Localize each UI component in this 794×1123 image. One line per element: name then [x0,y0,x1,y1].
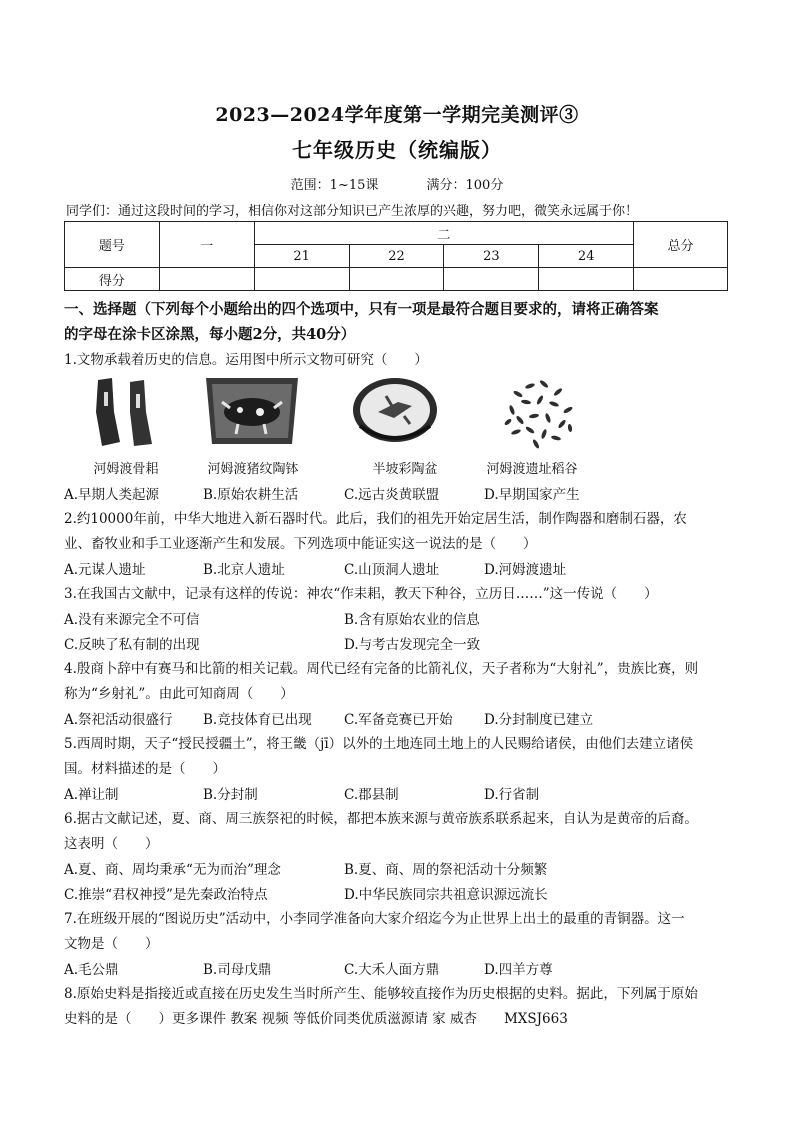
question-text: 6.据古文献记述，夏、商、周三族祭祀的时候，都把本族来源与黄帝族系联系起来，自认为是黄帝的后裔。 [64,811,698,827]
question-text: 业、畜牧业和手工业逐渐产生和发展。下列选项中能证实这一说法的是（ ） [64,536,537,552]
rice-grains-image [500,372,580,456]
score-cell[interactable] [539,268,634,291]
question-2-options [64,558,734,582]
option-b[interactable]: B.北京人遗址 [203,562,285,578]
score-table-part2: 二 [254,222,633,245]
question-3 [64,582,734,607]
image-caption: 河姆渡猪纹陶钵 [207,462,299,477]
option-d[interactable]: D.早期国家产生 [484,487,580,503]
question-text: 称为“乡射礼”。由此可知商周（ ） [64,686,294,702]
question-6 [64,807,734,857]
question-text: 史料的是（ ）更多课件 教案 视频 等低价同类优质滋源请 家 威杏 MXSJ663 [64,1011,568,1027]
question-7-options [64,958,734,982]
question-text: 4.殷商卜辞中有赛马和比箭的相关记载。周代已经有完备的比箭礼仪，天子者称为“大射礼”，贵族比赛，则 [64,661,699,677]
question-text: 7.在班级开展的“图说历史”活动中，小李同学准备向大家介绍迄今为止世界上出土的最重的青铜器。这一 [64,911,685,927]
score-table [64,221,728,291]
score-table-sub: 23 [444,245,539,268]
bone-spade-image [90,372,160,456]
option-b[interactable]: B.司母戊鼎 [203,962,272,978]
option-d[interactable]: D.分封制度已建立 [484,712,594,728]
option-d[interactable]: D.与考古发现完全一致 [344,637,481,653]
question-5 [64,732,734,782]
option-a[interactable]: A.毛公鼎 [64,962,119,978]
option-c[interactable]: C.反映了私有制的出现 [64,637,200,653]
option-d[interactable]: D.河姆渡遗址 [484,562,567,578]
image-caption: 河姆渡骨耜 [93,462,159,477]
question-5-options [64,783,734,807]
question-3-options-row1 [64,608,734,632]
section1-heading [64,297,734,347]
option-d[interactable]: D.四羊方尊 [484,962,553,978]
question-4-options [64,708,734,732]
option-a[interactable]: A.没有来源完全不可信 [64,612,200,628]
question-8 [64,982,734,1032]
option-c[interactable]: C.山顶洞人遗址 [344,562,440,578]
score-table-header-score: 得分 [65,268,160,291]
question-6-options-row1 [64,858,734,882]
question-1 [64,348,734,373]
option-a[interactable]: A.夏、商、周均秉承“无为而治”理念 [64,862,281,878]
question-text: 国。材料描述的是（ ） [64,761,226,777]
option-b[interactable]: B.含有原始农业的信息 [344,612,480,628]
question-text: 文物是（ ） [64,936,159,952]
pig-pottery-bowl-image [202,372,302,456]
exam-title: 2023—2024学年度第一学期完美测评③ [215,104,579,126]
option-d[interactable]: D.中华民族同宗共祖意识源远流长 [344,887,548,903]
image-caption: 半坡彩陶盆 [372,462,438,477]
option-a[interactable]: A.早期人类起源 [64,487,160,503]
section1-heading-line: 一、选择题（下列每个小题给出的四个选项中，只有一项是最符合题目要求的，请将正确答案 [64,301,659,318]
greeting: 同学们：通过这段时间的学习，相信你对这部分知识已产生浓厚的兴趣，努力吧，微笑永远属于你！ [66,204,639,219]
score-cell[interactable] [254,268,349,291]
score-cell[interactable] [349,268,444,291]
option-b[interactable]: B.原始农耕生活 [203,487,299,503]
question-7 [64,907,734,957]
option-a[interactable]: A.禅让制 [64,787,119,803]
option-d[interactable]: D.行省制 [484,787,540,803]
score-table-header-question: 题号 [65,222,160,268]
exam-full-score: 满分：100分 [426,178,504,193]
score-table-part1: 一 [159,222,254,268]
question-text: 5.西周时期，天子“授民授疆土”，将王畿（jī）以外的土地连同土地上的人民赐给诸侯，由他们去建立诸侯 [64,736,694,752]
score-cell[interactable] [634,268,728,291]
question-text: 2.约10000年前，中华大地进入新石器时代。此后，我们的祖先开始定居生活，制作陶器和磨制石器，农 [64,511,687,527]
question-3-options-row2 [64,633,734,657]
score-cell[interactable] [159,268,254,291]
image-caption: 河姆渡遗址稻谷 [486,462,578,477]
score-table-sub: 21 [254,245,349,268]
question-text: 3.在我国古文献中，记录有这样的传说：神农“作耒耜，教天下种谷，立历日……”这一传说（ ） [64,586,658,602]
exam-scope: 范围：1~15课 [290,178,379,193]
question-1-options [64,483,734,507]
option-c[interactable]: C.郡县制 [344,787,399,803]
painted-pottery-basin-image [350,372,440,456]
score-table-sub: 22 [349,245,444,268]
option-a[interactable]: A.元谋人遗址 [64,562,146,578]
option-c[interactable]: C.远古炎黄联盟 [344,487,440,503]
option-a[interactable]: A.祭祀活动很盛行 [64,712,173,728]
option-c[interactable]: C.军备竞赛已开始 [344,712,453,728]
option-b[interactable]: B.竞技体育已出现 [203,712,312,728]
exam-subtitle: 七年级历史（统编版） [292,138,502,162]
score-table-sub: 24 [539,245,634,268]
question-text: 这表明（ ） [64,836,159,852]
option-c[interactable]: C.大禾人面方鼎 [344,962,440,978]
section1-heading-line: 的字母在涂卡区涂黑，每小题2分，共40分） [64,326,356,343]
question-6-options-row2 [64,883,734,907]
question-text: 1.文物承载着历史的信息。运用图中所示文物可研究（ ） [64,352,428,368]
question-4 [64,657,734,707]
option-b[interactable]: B.夏、商、周的祭祀活动十分频繁 [344,862,548,878]
option-b[interactable]: B.分封制 [203,787,258,803]
option-c[interactable]: C.推崇“君权神授”是先秦政治特点 [64,887,268,903]
score-cell[interactable] [444,268,539,291]
question-2 [64,507,734,557]
score-table-total: 总分 [634,222,728,268]
exam-meta [0,174,794,193]
question-text: 8.原始史料是指接近或直接在历史发生当时所产生、能够较直接作为历史根据的史料。据此，下列属于原始 [64,986,698,1002]
